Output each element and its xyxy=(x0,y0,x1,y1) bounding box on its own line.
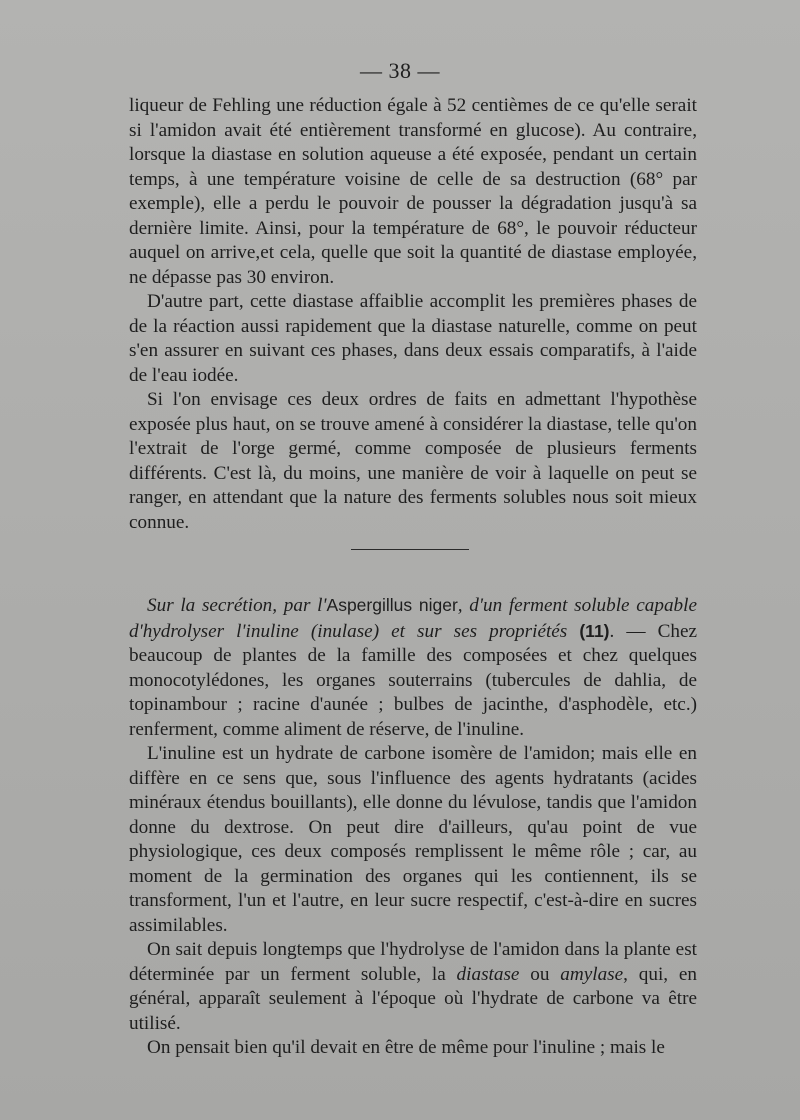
paragraph-diastase-affaiblie: D'autre part, cette diastase affaiblie accomplit les premières phases de de la réaction aussi rapidement que la diastase naturelle, comme on peut s'en assurer en suivant ces phases, dans deux essais comparatifs, à l'aide de l'eau iodée. xyxy=(129,291,697,386)
paragraph-inuline-ferment: On pensait bien qu'il devait en être de même pour l'inuline ; mais le xyxy=(147,1037,665,1058)
reference-number: (11) xyxy=(579,620,610,641)
paragraph-amidon-text-a: On sait depuis longtemps que l'hydrolyse de l'amidon dans la plante est déterminée par un ferment soluble, la xyxy=(129,939,697,985)
section-heading-part-2: , d'un ferment soluble capable d'hydrolyser l'inuline (inulase) et sur ses propriétés xyxy=(129,595,697,642)
paragraph-inuline-hydrate: L'inuline est un hydrate de carbone isomère de l'amidon; mais elle en diffère en ce sens que, sous l'influence des agents hydratants (acides minéraux étendus bouillants), elle donne du lévulose, tandis que l'amidon donne du dextrose. On peut dire d'ailleurs, qu'au point de vue physiologique, ces deux composés remplissent le même rôle ; car, au moment de la germination des organes qui les contiennent, ils se transforment, l'un et l'autre, en leur sucre respectif, c'est-à-dire en sucres assimilables. xyxy=(129,743,697,936)
paragraph-hypothese: Si l'on envisage ces deux ordres de faits en admettant l'hypothèse exposée plus haut, on se trouve amené à considérer la diastase, telle qu'on l'extrait de l'orge germé, comme composée de plusieurs ferments différents. C'est là, du moins, une manière de voir à laquelle on peut se ranger, en attendant que la nature des ferments solubles nous soit mieux connue. xyxy=(129,389,697,533)
paragraph-amidon-text-b: , qui, en général, apparaît seulement à l'époque où l'hydrate de carbone va être utilisé. xyxy=(129,963,698,1034)
term-diastase: diastase xyxy=(456,963,520,985)
conjunction-ou: ou xyxy=(519,963,561,985)
text-section-2 xyxy=(129,593,697,1061)
paragraph-inulase-intro xyxy=(129,593,697,742)
paragraph-inuline-plantes: . — Chez beaucoup de plantes de la famille des composées et chez quelques monocotylédones, les organes souterrains (tubercules de dahlia, de topinambour ; racine d'aunée ; bulbes de jacinthe, d'asphodèle, etc.) renferment, comme aliment de réserve, de l'inuline. xyxy=(129,620,698,740)
paragraph-amidon-ferment xyxy=(129,938,697,1036)
section-heading-part-1: Sur la secrétion, par l' xyxy=(147,595,327,616)
section-separator xyxy=(351,549,469,550)
page-number: — 38 — xyxy=(360,58,440,83)
section-heading-organism: Aspergillus niger xyxy=(326,595,458,615)
paragraph-fehling: liqueur de Fehling une réduction égale à 52 centièmes de ce qu'elle serait si l'amidon avait été entièrement transformé en glucose). Au contraire, lorsque la diastase en solution aqueuse a été exposée, pendant un certain temps, à une température voisine de celle de sa destruction (68° par exemple), elle a perdu le pouvoir de pousser la dégradation jusqu'à sa dernière limite. Ainsi, pour la température de 68°, le pouvoir réducteur auquel on arrive,et cela, quelle que soit la quantité de diastase employée, ne dépasse pas 30 environ. xyxy=(129,95,697,288)
text-section-1 xyxy=(129,94,697,535)
term-amylase: amylase xyxy=(560,963,624,985)
